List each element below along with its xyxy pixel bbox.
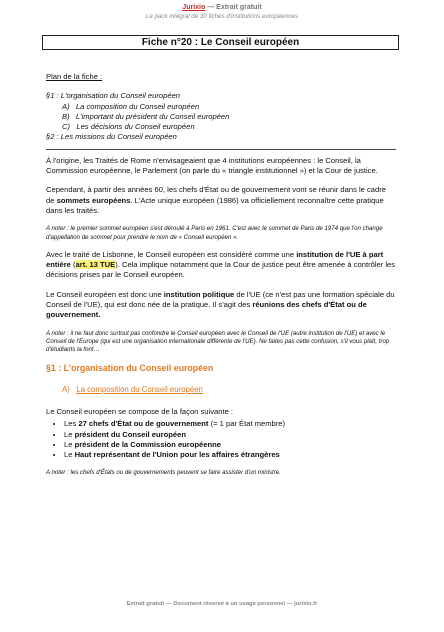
subsection-heading xyxy=(62,385,396,395)
bold-text: réunions des chefs d'État ou de gouvernement. xyxy=(46,300,367,320)
page-header xyxy=(0,4,444,21)
text-run: Le xyxy=(64,440,75,450)
paragraph: À l'origine, les Traités de Rome n'envisageaient que 4 institutions européennes : le Conseil, la Commission européenne, le Parlement (on parle du « triangle institutionnel ») et la Cour de justice. xyxy=(46,155,378,176)
section-heading: §1 : L'organisation du Conseil européen xyxy=(46,362,214,373)
paragraph xyxy=(46,290,396,321)
list-item xyxy=(64,419,396,429)
text-run: Le xyxy=(64,429,75,439)
subsection-letter: A) xyxy=(62,384,70,394)
text-run: . L'Acte unique européen (1986) va officiellement reconnaître cette pratique dans les traités. xyxy=(46,195,384,215)
page-title: Fiche n°20 : Le Conseil européen xyxy=(42,35,399,50)
plan-label: Plan de la fiche xyxy=(46,72,98,81)
highlighted-article: art. 13 TUE xyxy=(75,260,116,270)
plan-list xyxy=(46,91,396,142)
bold-text: 27 chefs d'État ou de gouvernement xyxy=(78,419,209,429)
note: A noter : il ne faut donc surtout pas confondre le Conseil européen avec le Conseil de l'UE (autre institution de l'UE) et avec le Conseil de l'Europe (qui est une organisation internationale différente de l'UE). Ne faites pas cette confusion, s'il vous plaît, trop d'étudiants la font… xyxy=(46,329,390,354)
paragraph xyxy=(46,185,396,216)
plan-heading xyxy=(46,72,396,82)
separator xyxy=(46,149,396,150)
page-footer: Extrait gratuit — Document réservé à un usage personnel — jurixio.fr xyxy=(126,601,318,607)
text-run: de l'UE (ce n'est pas une formation spéciale du Conseil de l'UE), qui est donc née de la pratique. Il s'agit des xyxy=(46,289,395,310)
text-run: (= 1 par État membre) xyxy=(208,419,286,429)
text-run: ). Cela implique notamment que la Cour de justice peut être amenée à contrôler les décisions prises par le Conseil européen. xyxy=(46,260,396,280)
brand-name: Jurixio xyxy=(182,4,206,11)
bold-text: président du Conseil européen xyxy=(74,429,186,439)
text-run: Avec le traité de Lisbonne, le Conseil européen est considéré comme une xyxy=(46,249,297,259)
text-run: ( xyxy=(70,260,76,270)
document-body xyxy=(46,72,396,485)
paragraph xyxy=(46,250,396,281)
plan-colon: : xyxy=(97,72,103,81)
composition-list xyxy=(46,419,396,460)
bold-text: institution politique xyxy=(163,289,235,299)
plan-item: §2 : Les missions du Conseil européen xyxy=(46,132,177,142)
text-run: Le xyxy=(64,450,75,460)
list-item xyxy=(64,430,396,440)
plan-item: C) Les décisions du Conseil européen xyxy=(62,122,195,132)
text-run: Les xyxy=(64,419,79,429)
bold-text: institution de l'UE à part entière xyxy=(46,249,384,270)
header-line xyxy=(0,4,444,13)
plan-item: §1 : L'organisation du Conseil européen xyxy=(46,91,181,101)
header-extract-label: — Extrait gratuit xyxy=(205,4,262,11)
text-run: Cependant, à partir des années 60, les chefs d'État ou de gouvernement vont se réunir dans le cadre de xyxy=(46,185,387,205)
bold-text: Haut représentant de l'Union pour les affaires étrangères xyxy=(74,450,280,460)
plan-item: B) L'important du président du Conseil européen xyxy=(62,111,230,121)
header-subtitle: Le pack intégral de 30 fiches d'institutions européennes xyxy=(145,12,299,20)
plan-item: A) La composition du Conseil européen xyxy=(62,101,200,111)
note: A noter : les chefs d'États ou de gouvernements peuvent se faire assister d'un ministre. xyxy=(46,468,281,476)
subsection-title: La composition du Conseil européen xyxy=(76,384,203,394)
list-item xyxy=(64,440,396,450)
text-run: Le Conseil européen est donc une xyxy=(46,289,164,299)
note: A noter : le premier sommet européen s'est déroulé à Paris en 1961. C'est avec le sommet de Paris de 1974 que l'on change d'appellation de sommet pour prendre le nom de « Conseil européen ». xyxy=(46,225,383,241)
list-item xyxy=(64,450,396,460)
composition-intro: Le Conseil européen se compose de la façon suivante : xyxy=(46,407,234,417)
bold-text: sommets européens xyxy=(56,195,131,205)
bold-text: président de la Commission européenne xyxy=(74,440,221,450)
